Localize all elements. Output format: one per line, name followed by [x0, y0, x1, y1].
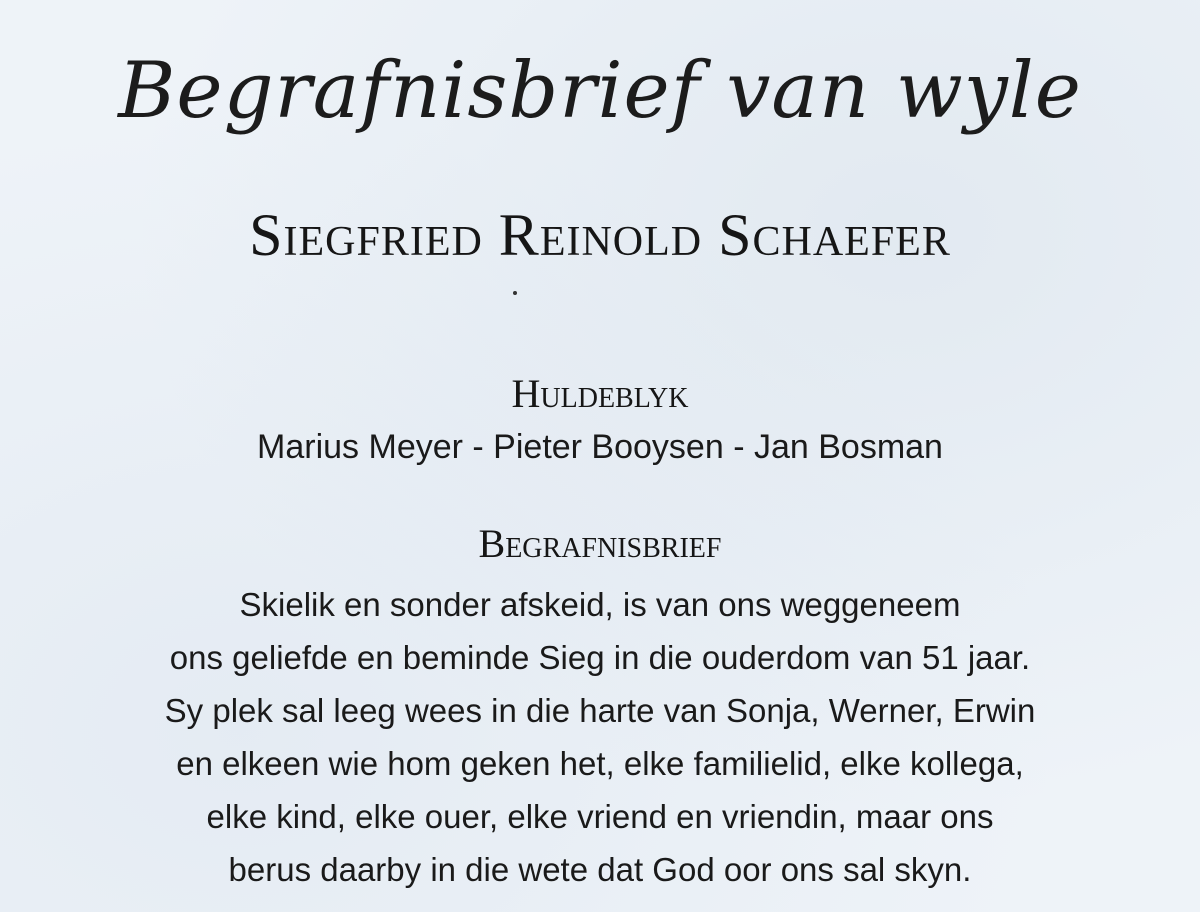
letter-line: en elkeen wie hom geken het, elke familielid, elke kollega, [176, 745, 1024, 782]
script-title: Begrafnisbrief van wyle [118, 46, 1082, 136]
letter-line: berus daarby in die wete dat God oor ons sal skyn. [228, 851, 972, 888]
deceased-name [0, 202, 1200, 268]
tribute-heading: Huldeblyk [511, 371, 689, 416]
letter-heading: Begrafnisbrief [478, 521, 722, 566]
letter-body [0, 578, 1200, 896]
letter-line: Sy plek sal leeg wees in die harte van Sonja, Werner, Erwin [164, 692, 1036, 729]
tribute-speakers: Marius Meyer - Pieter Booysen - Jan Bosman [257, 428, 943, 466]
letter-line: elke kind, elke ouer, elke vriend en vriendin, maar ons [206, 798, 994, 835]
deceased-name-text: Siegfried Reinold Schaefer [249, 202, 951, 268]
letter-line: ons geliefde en beminde Sieg in die ouderdom van 51 jaar. [169, 639, 1031, 676]
letter-line: Skielik en sonder afskeid, is van ons weggeneem [239, 586, 961, 623]
ornament-dot [513, 291, 517, 295]
